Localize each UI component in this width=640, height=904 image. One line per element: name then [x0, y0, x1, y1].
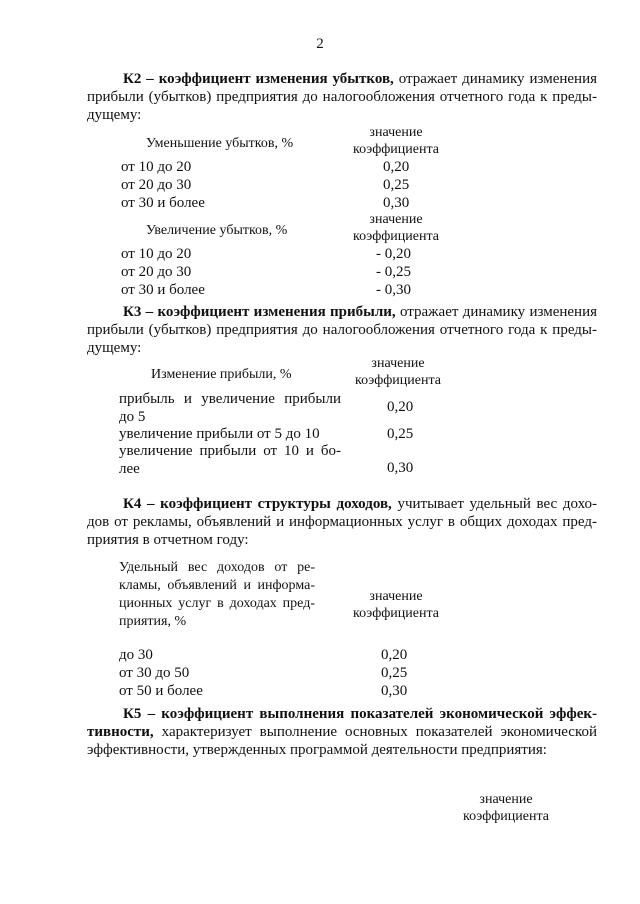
k2-title: К2 – коэффициент изменения убытков, [123, 71, 394, 87]
range-cell: от 30 и более [121, 282, 205, 298]
k3-row3-value: 0,30 [387, 460, 414, 476]
k3-title: К3 – коэффициент изменения прибыли, [123, 304, 396, 320]
k4-paragraph [87, 495, 597, 549]
value-cell: 0,30 [381, 683, 408, 699]
k2-table2-header-right-2: коэффициента [353, 229, 439, 244]
k3-row2-text: увеличение прибыли от 5 до 10 [119, 426, 320, 442]
k3-paragraph [87, 303, 597, 357]
range-cell: от 50 и более [119, 683, 203, 699]
k4-table-header-right-1: значение [369, 589, 423, 604]
value-cell: 0,25 [383, 177, 410, 193]
k4-table-header-right-2: коэффициента [353, 606, 439, 621]
page-number: 2 [316, 36, 324, 52]
k5-text: характеризует выполнение основных показателей экономической эффективности, утвержденных программой деятельности предприятия: [87, 724, 597, 758]
value-cell: 0,25 [381, 665, 408, 681]
k2-text: отражает динамику изменения прибыли (убытков) предприятия до налогообложения отчетного года к преды-дущему: [87, 71, 597, 123]
k2-paragraph [87, 70, 597, 124]
k3-table-header-right [348, 355, 448, 389]
range-cell: до 30 [119, 647, 153, 663]
k2-table1-header-right [346, 124, 446, 158]
value-cell: 0,20 [381, 647, 408, 663]
k2-table1-header-right-1: значение [369, 125, 423, 140]
k2-table2-header-left: Увеличение убытков, % [146, 223, 288, 238]
value-cell: 0,20 [383, 159, 410, 175]
k3-table-header-left: Изменение прибыли, % [151, 367, 292, 382]
range-cell: от 20 до 30 [121, 177, 192, 193]
k3-table-header-right-1: значение [371, 356, 425, 371]
k2-table2-header-right-1: значение [369, 212, 423, 227]
k3-row2-value: 0,25 [387, 426, 414, 442]
k5-header-right-1: значение [479, 792, 533, 807]
value-cell: 0,30 [383, 195, 410, 211]
k5-header-right-2: коэффициента [463, 809, 549, 824]
k3-row1-text: прибыль и увеличение прибыли до 5 [119, 391, 341, 425]
k4-table-header-left: Удельный вес доходов от ре-кламы, объявлений и информа-ционных услуг в доходах пред-приятия, % [119, 560, 315, 629]
k3-table-header-right-2: коэффициента [355, 373, 441, 388]
range-cell: от 30 до 50 [119, 665, 190, 681]
range-cell: от 20 до 30 [121, 264, 192, 280]
k2-table1-header-left: Уменьшение убытков, % [146, 136, 294, 151]
value-cell: - 0,20 [376, 246, 411, 262]
value-cell: - 0,25 [376, 264, 411, 280]
range-cell: от 30 и более [121, 195, 205, 211]
k5-title: К5 – коэффициент выполнения показателей экономической эффек-тивности, [87, 706, 597, 740]
range-cell: от 10 до 20 [121, 246, 192, 262]
k2-table1-header-right-2: коэффициента [353, 142, 439, 157]
k5-paragraph [87, 705, 597, 759]
k3-text: отражает динамику изменения прибыли (убытков) предприятия до налогообложения отчетного года к преды-дущему: [87, 304, 597, 356]
k4-table-header-right [346, 588, 446, 622]
k4-text: учитывает удельный вес дохо-дов от рекламы, объявлений и информационных услуг в общих доходах пред-приятия в отчетном году: [87, 496, 597, 548]
k4-title: К4 – коэффициент структуры доходов, [123, 496, 392, 512]
k5-header-right [456, 791, 556, 825]
k3-row3-text: увеличение прибыли от 10 и бо-лее [119, 443, 341, 477]
value-cell: - 0,30 [376, 282, 411, 298]
k2-table2-header-right [346, 211, 446, 245]
k3-row1-value: 0,20 [387, 399, 414, 415]
range-cell: от 10 до 20 [121, 159, 192, 175]
